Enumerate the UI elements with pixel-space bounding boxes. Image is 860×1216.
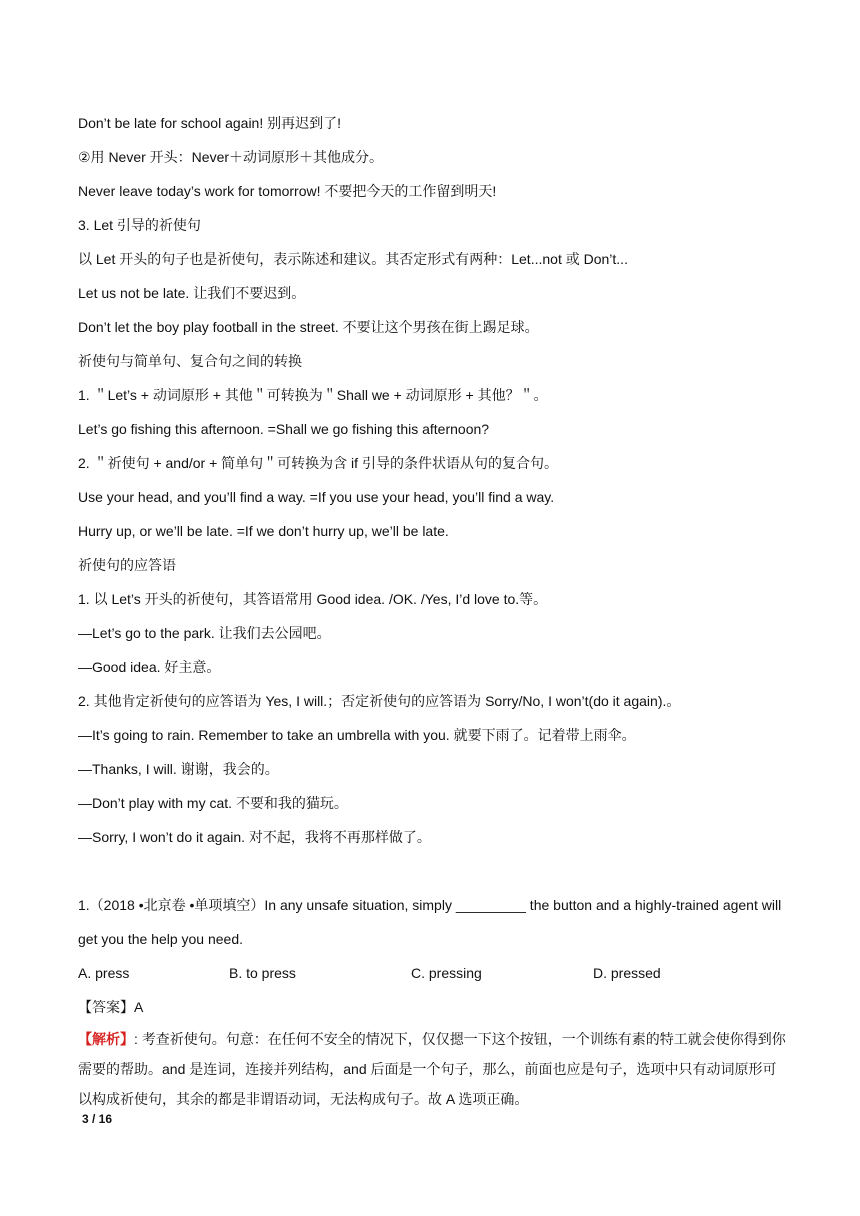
section-heading: 3. Let 引导的祈使句	[78, 217, 201, 233]
analysis-text: : 考查祈使句。句意：在任何不安全的情况下，仅仅摁一下这个按钮，一个训练有素的特工就会使你得到你需要的帮助。and 是连词，连接并列结构，and 后面是一个句子，那么，前面也应是句子，选项中只有动词原形可以构成祈使句，其余的都是非谓语动词，无法构成句子。故 A 选项正确。	[78, 1031, 786, 1107]
question-options	[78, 956, 786, 990]
text-line: —Sorry, I won’t do it again. 对不起，我将不再那样做了。	[78, 829, 431, 845]
text-line: Use your head, and you’ll find a way. =If you use your head, you’ll find a way.	[78, 489, 555, 505]
text-line: 2. ＂祈使句 + and/or + 简单句＂可转换为含 if 引导的条件状语从句的复合句。	[78, 455, 558, 471]
page-content	[78, 106, 786, 1114]
section-heading: 祈使句与简单句、复合句之间的转换	[78, 353, 302, 369]
page-number: 3 / 16	[82, 1112, 113, 1126]
option-a: A. press	[78, 965, 130, 981]
text-line: Don’t be late for school again! 别再迟到了!	[78, 115, 342, 131]
analysis-label: 【解析】	[78, 1031, 134, 1047]
text-line: —Good idea. 好主意。	[78, 659, 221, 675]
option-c: C. pressing	[411, 965, 482, 981]
answer-line: 【答案】A	[78, 999, 144, 1015]
text-line: 1. ＂Let’s + 动词原形 + 其他＂可转换为＂Shall we + 动词原形 + 其他？＂。	[78, 387, 548, 403]
text-line: Let us not be late. 让我们不要迟到。	[78, 285, 306, 301]
text-line: —Let’s go to the park. 让我们去公园吧。	[78, 625, 331, 641]
text-line: 以 Let 开头的句子也是祈使句，表示陈述和建议。其否定形式有两种：Let...not 或 Don’t...	[78, 251, 628, 267]
analysis-paragraph	[78, 1024, 786, 1114]
spacer	[78, 854, 786, 888]
text-line: —It’s going to rain. Remember to take an umbrella with you. 就要下雨了。记着带上雨伞。	[78, 727, 636, 743]
text-line: Let’s go fishing this afternoon. =Shall we go fishing this afternoon?	[78, 421, 490, 437]
section-heading: 祈使句的应答语	[78, 557, 176, 573]
text-line: Don’t let the boy play football in the street. 不要让这个男孩在街上踢足球。	[78, 319, 539, 335]
text-line: ②用 Never 开头：Never＋动词原形＋其他成分。	[78, 149, 384, 165]
text-line: —Don’t play with my cat. 不要和我的猫玩。	[78, 795, 348, 811]
option-d: D. pressed	[593, 965, 661, 981]
text-line: Never leave today’s work for tomorrow! 不要把今天的工作留到明天!	[78, 183, 497, 199]
text-line: —Thanks, I will. 谢谢，我会的。	[78, 761, 279, 777]
text-line: 2. 其他肯定祈使句的应答语为 Yes, I will.；否定祈使句的应答语为 Sorry/No, I won’t(do it again).。	[78, 693, 681, 709]
option-b: B. to press	[229, 965, 296, 981]
text-line: Hurry up, or we’ll be late. =If we don’t hurry up, we’ll be late.	[78, 523, 449, 539]
text-line: 1. 以 Let’s 开头的祈使句，其答语常用 Good idea. /OK. /Yes, I’d love to.等。	[78, 591, 548, 607]
question-stem: 1.（2018 •北京卷 •单项填空）In any unsafe situation, simply _________ the button and a highly-trained agent will get you the help you need.	[78, 897, 782, 947]
